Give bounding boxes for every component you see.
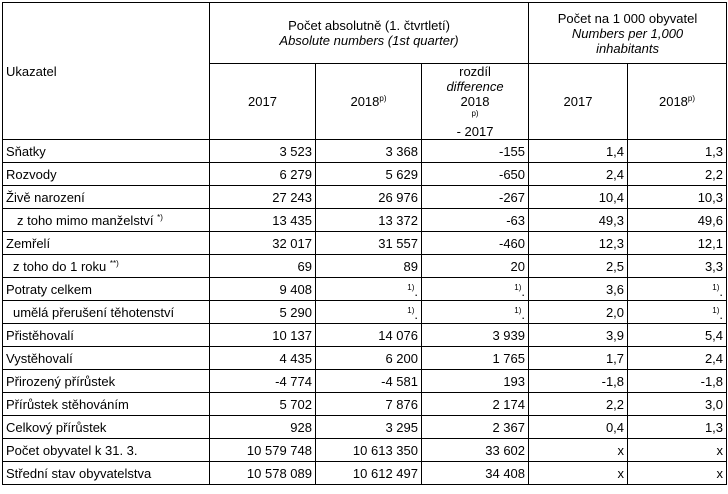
row-label-text: Přistěhovalí (6, 327, 74, 343)
preliminary-mark: p) (379, 94, 387, 103)
row-label-text: z toho mimo manželství (17, 212, 154, 228)
table-row (3, 255, 727, 278)
value-2018: 13 372 (316, 209, 422, 232)
value-difference: -63 (422, 209, 529, 232)
value-2017: 5 702 (210, 393, 316, 416)
table-row (3, 278, 727, 301)
row-label (3, 462, 210, 485)
row-label (3, 232, 210, 255)
note-mark: **) (109, 258, 119, 268)
row-label (3, 255, 210, 278)
row-label-text: z toho do 1 roku (13, 258, 107, 274)
rate-2018: x (628, 439, 727, 462)
value-2018: 10 612 497 (316, 462, 422, 485)
value-2018: $^{1)}$. (316, 278, 422, 301)
row-label-text: Počet obyvatel k 31. 3. (6, 442, 138, 458)
difference-header (422, 64, 529, 140)
rate-preliminary-mark: p) (687, 94, 696, 103)
value-2017: 69 (210, 255, 316, 278)
value-2018: 7 876 (316, 393, 422, 416)
value-difference: -267 (422, 186, 529, 209)
difference-tail: - 2017 (456, 124, 494, 139)
rate-2017: -1,8 (529, 370, 628, 393)
footnote-mark: 1) (407, 282, 415, 292)
footnote-mark: 1) (514, 305, 522, 315)
table-row (3, 232, 727, 255)
rate-2018-header (628, 64, 727, 140)
value-difference: 3 939 (422, 324, 529, 347)
rate-2018: 2,4 (628, 347, 727, 370)
table-row (3, 416, 727, 439)
absolute-numbers-header (210, 3, 529, 64)
value-2017: 13 435 (210, 209, 316, 232)
indicator-header: Ukazatel (3, 3, 210, 140)
row-label-text: Vystěhovalí (6, 350, 73, 366)
value-2017: 3 523 (210, 140, 316, 163)
row-label (3, 439, 210, 462)
table-row (3, 301, 727, 324)
per-thousand-header (529, 3, 727, 64)
table-row (3, 393, 727, 416)
value-2018: -4 581 (316, 370, 422, 393)
row-label (3, 301, 210, 324)
row-label (3, 347, 210, 370)
table-row (3, 324, 727, 347)
rate-2017: 12,3 (529, 232, 628, 255)
difference-cz: rozdíl (459, 64, 491, 79)
value-2017: 10 579 748 (210, 439, 316, 462)
row-label (3, 416, 210, 439)
rate-2018: 1,3 (628, 140, 727, 163)
per-thousand-en-line1: Numbers per 1,000 (571, 25, 684, 41)
value-2018: 10 613 350 (316, 439, 422, 462)
row-label-text: umělá přerušení těhotenství (13, 304, 175, 320)
value-2018: 31 557 (316, 232, 422, 255)
difference-prelim-mark: p) (471, 109, 479, 118)
rate-2018: 5,4 (628, 324, 727, 347)
difference-formula (425, 94, 525, 139)
value-2018: 3 295 (316, 416, 422, 439)
rate-2017: x (529, 439, 628, 462)
value-2017: 10 137 (210, 324, 316, 347)
value-difference: 33 602 (422, 439, 529, 462)
value-2017: 5 290 (210, 301, 316, 324)
rate-2017: 1,4 (529, 140, 628, 163)
row-label-text: Přírůstek stěhováním (6, 396, 129, 412)
note-mark: *) (157, 212, 163, 222)
per-thousand-cz: Počet na 1 000 obyvatel (557, 10, 698, 26)
row-label (3, 370, 210, 393)
rate-2017: 3,9 (529, 324, 628, 347)
value-2017: 9 408 (210, 278, 316, 301)
rate-2018: 2,2 (628, 163, 727, 186)
rate-2018: -1,8 (628, 370, 727, 393)
rate-2017-header: 2017 (529, 64, 628, 140)
rate-2017: 10,4 (529, 186, 628, 209)
rate-2018-label: 2018 (658, 94, 688, 109)
row-label-text: Rozvody (6, 166, 57, 182)
year-2018-label: 2018 (350, 94, 380, 109)
value-2017: 32 017 (210, 232, 316, 255)
rate-2017: x (529, 462, 628, 485)
value-difference: 1 765 (422, 347, 529, 370)
rate-2018: $^{1)}$. (628, 301, 727, 324)
value-difference: 2 367 (422, 416, 529, 439)
rate-2018: 1,3 (628, 416, 727, 439)
value-difference: 2 174 (422, 393, 529, 416)
rate-2018: 12,1 (628, 232, 727, 255)
value-2017: 27 243 (210, 186, 316, 209)
row-label-text: Sňatky (6, 143, 46, 159)
rate-2017: 49,3 (529, 209, 628, 232)
table-row (3, 209, 727, 232)
rate-2017: 1,7 (529, 347, 628, 370)
value-2017: -4 774 (210, 370, 316, 393)
table-row (3, 163, 727, 186)
difference-year: 2018 (460, 94, 490, 109)
footnote-mark: 1) (712, 282, 720, 292)
table-row (3, 370, 727, 393)
year-2018-header (316, 64, 422, 140)
rate-2017: 2,4 (529, 163, 628, 186)
difference-en: difference (446, 79, 504, 94)
table-row (3, 140, 727, 163)
rate-2018: 10,3 (628, 186, 727, 209)
rate-2017: 0,4 (529, 416, 628, 439)
rate-2018: 49,6 (628, 209, 727, 232)
absolute-numbers-en: Absolute numbers (1st quarter) (279, 33, 459, 48)
table-row (3, 347, 727, 370)
row-label-text: Zemřelí (6, 235, 51, 251)
row-label (3, 186, 210, 209)
table-row (3, 186, 727, 209)
per-thousand-en-line2: inhabitants (596, 40, 659, 56)
value-2018: 14 076 (316, 324, 422, 347)
rate-2018: 3,0 (628, 393, 727, 416)
rate-2018: 3,3 (628, 255, 727, 278)
table-row (3, 439, 727, 462)
population-table (2, 2, 727, 485)
row-label-text: Celkový přírůstek (6, 419, 107, 435)
value-2017: 928 (210, 416, 316, 439)
rate-2017: 2,0 (529, 301, 628, 324)
row-label (3, 209, 210, 232)
value-difference: -460 (422, 232, 529, 255)
row-label-text: Střední stav obyvatelstva (6, 465, 152, 481)
row-label (3, 278, 210, 301)
value-2017: 4 435 (210, 347, 316, 370)
table-row (3, 462, 727, 485)
row-label (3, 163, 210, 186)
row-label-text: Živě narození (6, 189, 85, 205)
rate-2017: 3,6 (529, 278, 628, 301)
footnote-mark: 1) (712, 305, 720, 315)
absolute-numbers-cz: Počet absolutně (1. čtvrtletí) (288, 18, 450, 33)
rate-2018: $^{1)}$. (628, 278, 727, 301)
value-2018: $^{1)}$. (316, 301, 422, 324)
value-2017: 10 578 089 (210, 462, 316, 485)
header-row-1 (3, 3, 727, 64)
row-label-text: Potraty celkem (6, 281, 92, 297)
rate-2017: 2,2 (529, 393, 628, 416)
year-2017-header: 2017 (210, 64, 316, 140)
value-difference: $^{1)}$. (422, 301, 529, 324)
rate-2017: 2,5 (529, 255, 628, 278)
footnote-mark: 1) (407, 305, 415, 315)
value-2017: 6 279 (210, 163, 316, 186)
row-label (3, 324, 210, 347)
value-difference: 193 (422, 370, 529, 393)
value-2018: 6 200 (316, 347, 422, 370)
row-label (3, 393, 210, 416)
value-difference: -155 (422, 140, 529, 163)
value-2018: 89 (316, 255, 422, 278)
value-difference: 20 (422, 255, 529, 278)
value-2018: 3 368 (316, 140, 422, 163)
value-2018: 5 629 (316, 163, 422, 186)
footnote-mark: 1) (514, 282, 522, 292)
value-difference: 34 408 (422, 462, 529, 485)
value-difference: $^{1)}$. (422, 278, 529, 301)
row-label-text: Přirozený přírůstek (6, 373, 116, 389)
rate-2018: x (628, 462, 727, 485)
value-difference: -650 (422, 163, 529, 186)
table-body (3, 140, 727, 485)
row-label (3, 140, 210, 163)
value-2018: 26 976 (316, 186, 422, 209)
